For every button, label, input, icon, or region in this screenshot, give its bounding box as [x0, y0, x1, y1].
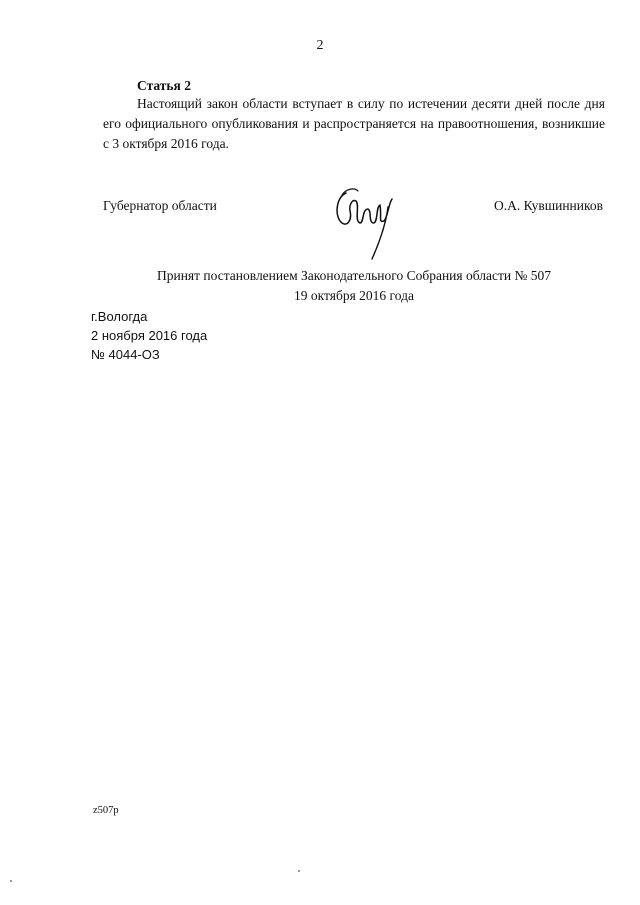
article-body: Настоящий закон области вступает в силу по истечении десяти дней после дня его официального опубликования и распространяется на правоотношения, возникшие с 3 октября 2016 года.	[103, 96, 605, 151]
scan-speck	[10, 880, 12, 882]
adoption-info	[0, 266, 640, 306]
handwritten-signature	[332, 183, 396, 263]
governor-name: О.А. Кувшинников	[493, 198, 603, 213]
page-number: 2	[316, 38, 324, 53]
adoption-line-1: Принят постановлением Законодательного Собрания области № 507	[156, 268, 552, 283]
document-code: z507р	[93, 805, 119, 816]
scan-speck	[298, 870, 300, 872]
adoption-date: 19 октября 2016 года	[294, 288, 414, 303]
governor-title: Губернатор области	[103, 198, 217, 213]
city: г.Вологда	[91, 309, 148, 324]
signing-date: 2 ноября 2016 года	[91, 328, 208, 343]
place-date-number	[91, 307, 207, 364]
article-heading: Статья 2	[137, 78, 191, 93]
law-number: № 4044-ОЗ	[91, 347, 160, 362]
